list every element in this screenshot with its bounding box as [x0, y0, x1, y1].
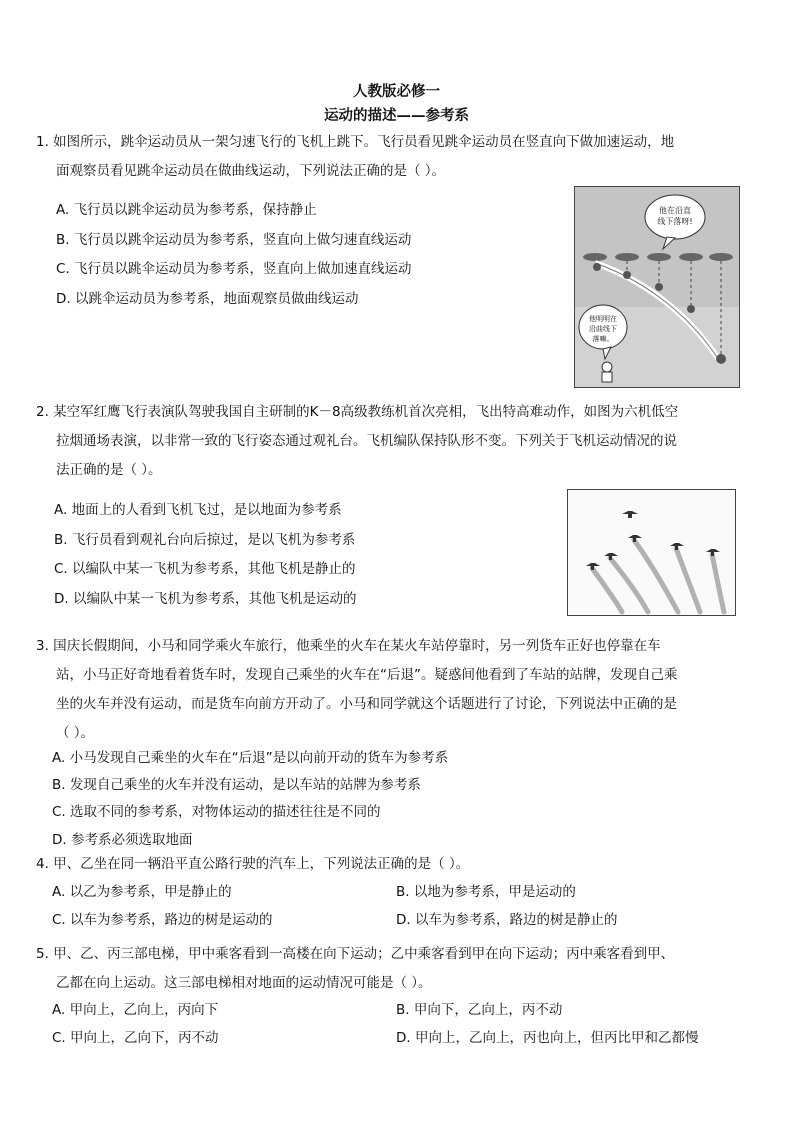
- question-1-stem-line-2: 面观察员看见跳伞运动员在做曲线运动，下列说法正确的是（ ）。: [56, 163, 446, 179]
- question-4-option-d: D. 以车为参考系，路边的树是静止的: [396, 912, 618, 928]
- svg-text:他在沿直: 他在沿直: [659, 206, 691, 215]
- formation-figure: [567, 489, 736, 616]
- question-5: [36, 940, 674, 998]
- svg-text:线下落呀!: 线下落呀!: [657, 217, 693, 226]
- question-1-stem-line-1: 1. 如图所示，跳伞运动员从一架匀速飞行的飞机上跳下。飞行员看见跳伞运动员在竖直向下做加速运动，地: [36, 134, 675, 150]
- question-3-stem-line-2: 站，小马正好奇地看着货车时，发现自己乘坐的火车在“后退”。疑惑间他看到了车站的站牌，发现自己乘: [56, 667, 678, 683]
- question-1-option-b: B. 飞行员以跳伞运动员为参考系，竖直向上做匀速直线运动: [56, 232, 412, 248]
- question-3: [36, 632, 678, 748]
- question-2-stem-line-2: 拉烟通场表演，以非常一致的飞行姿态通过观礼台。飞机编队保持队形不变。下列关于飞机运动情况的说: [56, 433, 677, 449]
- question-3-stem-line-3: 坐的火车并没有运动，而是货车向前方开动了。小马和同学就这个话题进行了讨论，下列说法中正确的是: [56, 696, 677, 712]
- question-2-option-a: A. 地面上的人看到飞机飞过，是以地面为参考系: [54, 502, 342, 518]
- svg-text:落嘛。: 落嘛。: [592, 335, 614, 343]
- question-4-stem-line-1: 4. 甲、乙坐在同一辆沿平直公路行驶的汽车上，下列说法正确的是（ ）。: [36, 856, 470, 872]
- question-4: [36, 850, 469, 879]
- question-5-stem-line-2: 乙都在向上运动。这三部电梯相对地面的运动情况可能是（ ）。: [56, 975, 432, 991]
- document-title: 人教版必修一: [353, 83, 440, 100]
- question-1-option-a: A. 飞行员以跳伞运动员为参考系，保持静止: [56, 202, 317, 218]
- question-3-option-b: B. 发现自己乘坐的火车并没有运动，是以车站的站牌为参考系: [52, 777, 421, 793]
- question-1: [36, 128, 674, 186]
- question-2-option-d: D. 以编队中某一飞机为参考系，其他飞机是运动的: [54, 591, 357, 607]
- question-5-stem-line-1: 5. 甲、乙、丙三部电梯，甲中乘客看到一高楼在向下运动；乙中乘客看到甲在向下运动；丙中乘客看到甲、: [36, 946, 675, 962]
- question-3-stem-line-1: 3. 国庆长假期间，小马和同学乘火车旅行，他乘坐的火车在某火车站停靠时，另一列货车正好也停靠在车: [36, 638, 661, 654]
- question-1-option-c: C. 飞行员以跳伞运动员为参考系，竖直向上做加速直线运动: [56, 261, 412, 277]
- question-2-stem-line-1: 2. 某空军红鹰飞行表演队驾驶我国自主研制的K－8高级教练机首次亮相，飞出特高难动作，如图为六机低空: [36, 404, 679, 420]
- question-4-option-a: A. 以乙为参考系，甲是静止的: [52, 884, 232, 900]
- question-1-option-d: D. 以跳伞运动员为参考系，地面观察员做曲线运动: [56, 291, 359, 307]
- question-5-option-c: C. 甲向上，乙向下，丙不动: [52, 1030, 219, 1046]
- svg-text:他明明在: 他明明在: [589, 315, 617, 323]
- question-2-stem-line-3: 法正确的是（ ）。: [56, 462, 162, 478]
- question-3-option-d: D. 参考系必须选取地面: [52, 832, 193, 848]
- parachute-illustration: [575, 187, 739, 387]
- parachute-figure: [574, 186, 740, 388]
- question-4-option-b: B. 以地为参考系，甲是运动的: [396, 884, 576, 900]
- question-5-option-b: B. 甲向下，乙向上，丙不动: [396, 1002, 563, 1018]
- question-3-stem-line-4: （ ）。: [56, 725, 95, 741]
- question-3-option-c: C. 选取不同的参考系，对物体运动的描述往往是不同的: [52, 804, 381, 820]
- question-4-option-c: C. 以车为参考系，路边的树是运动的: [52, 912, 273, 928]
- question-5-option-a: A. 甲向上，乙向上，丙向下: [52, 1002, 219, 1018]
- question-2: [36, 398, 678, 485]
- question-3-option-a: A. 小马发现自己乘坐的火车在“后退”是以向前开动的货车为参考系: [52, 750, 449, 766]
- document-subtitle: 运动的描述——参考系: [324, 107, 469, 124]
- question-5-option-d: D. 甲向上，乙向上，丙也向上，但丙比甲和乙都慢: [396, 1030, 699, 1046]
- ground-observer: [602, 362, 612, 382]
- svg-text:沿曲线下: 沿曲线下: [589, 325, 617, 333]
- question-2-option-c: C. 以编队中某一飞机为参考系，其他飞机是静止的: [54, 561, 356, 577]
- question-2-option-b: B. 飞行员看到观礼台向后掠过，是以飞机为参考系: [54, 532, 356, 548]
- formation-illustration: [568, 490, 735, 615]
